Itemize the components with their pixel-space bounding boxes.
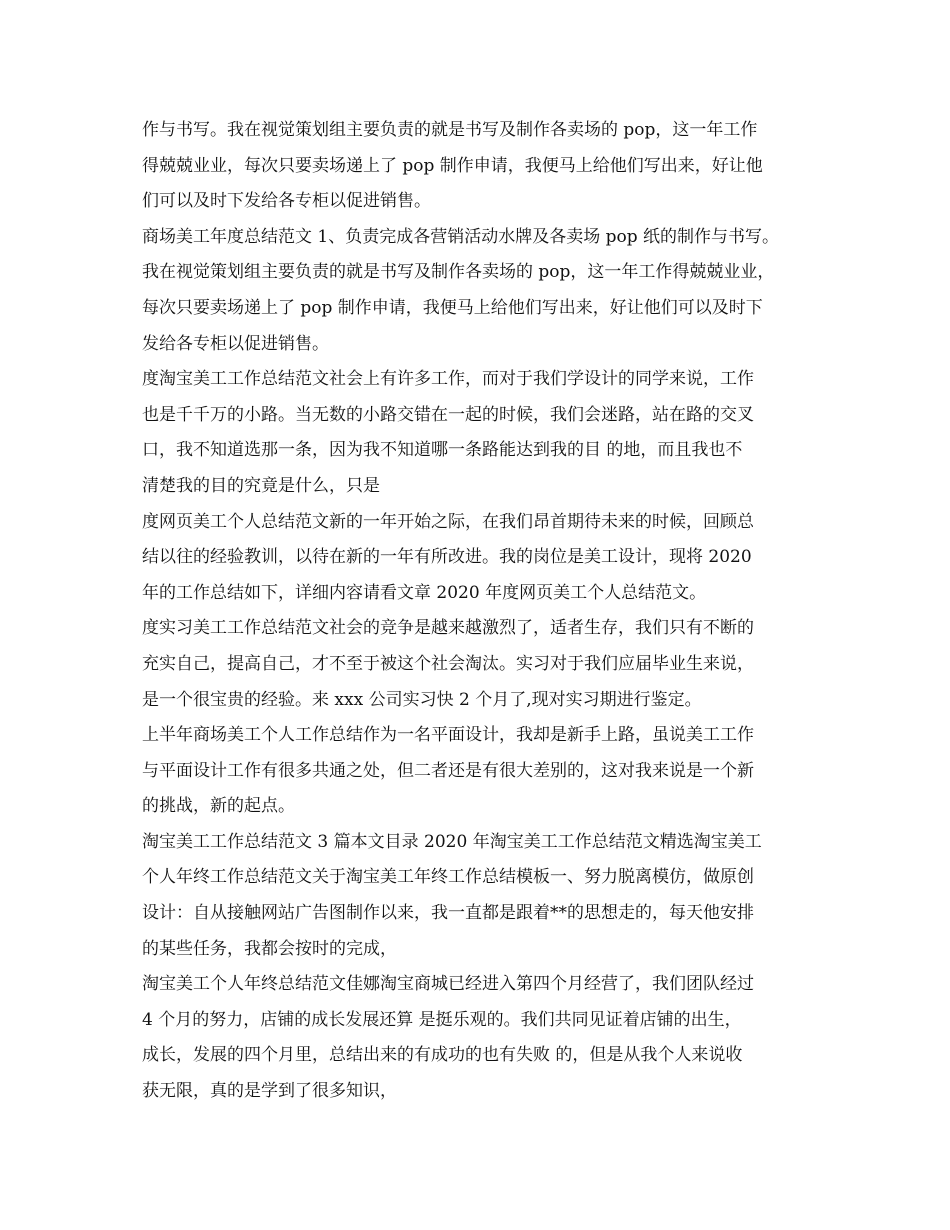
paragraph xyxy=(142,718,842,825)
text-line: 4 个月的努力，店铺的成长发展还算 是挺乐观的。我们共同见证着店铺的出生， xyxy=(142,1009,742,1030)
text-line: 们可以及时下发给各专柜以促进销售。 xyxy=(142,191,431,212)
text-line: 设计：自从接触网站广告图制作以来，我一直都是跟着**的思想走的，每天他安排 xyxy=(142,903,754,924)
paragraph xyxy=(142,967,842,1109)
text-line: 是一个很宝贵的经验。来 xxx 公司实习快 2 个月了,现对实习期进行鉴定。 xyxy=(142,689,702,710)
text-line: 年的工作总结如下，详细内容请看文章 2020 年度网页美工个人总结范文。 xyxy=(142,582,707,603)
paragraph xyxy=(142,220,842,362)
text-line: 与平面设计工作有很多共通之处，但二者还是有很大差别的，这对我来说是一个新 xyxy=(142,760,754,781)
text-line: 的挑战，新的起点。 xyxy=(142,796,295,817)
text-line: 度淘宝美工工作总结范文社会上有许多工作，而对于我们学设计的同学来说，工作 xyxy=(142,369,754,390)
text-line: 商场美工年度总结范文 1、负责完成各营销活动水牌及各卖场 pop 纸的制作与书写。 xyxy=(142,226,780,247)
text-line: 我在视觉策划组主要负责的就是书写及制作各卖场的 pop，这一年工作得兢兢业业， xyxy=(142,262,775,283)
text-line: 充实自己，提高自己，才不至于被这个社会淘汰。实习对于我们应届毕业生来说， xyxy=(142,653,754,674)
text-line: 也是千千万的小路。当无数的小路交错在一起的时候，我们会迷路，站在路的交叉 xyxy=(142,404,754,425)
text-line: 的某些任务，我都会按时的完成， xyxy=(142,938,397,959)
text-line: 成长，发展的四个月里，总结出来的有成功的也有失败 的，但是从我个人来说收 xyxy=(142,1045,743,1066)
text-line: 淘宝美工工作总结范文 3 篇本文目录 2020 年淘宝美工工作总结范文精选淘宝美工 xyxy=(142,831,762,852)
text-line: 淘宝美工个人年终总结范文佳娜淘宝商城已经进入第四个月经营了，我们团队经过 xyxy=(142,974,754,995)
text-line: 口，我不知道选那一条，因为我不知道哪一条路能达到我的目 的地，而且我也不 xyxy=(142,440,743,461)
text-line: 清楚我的目的究竟是什么，只是 xyxy=(142,475,380,496)
paragraph xyxy=(142,611,842,718)
text-line: 个人年终工作总结范文关于淘宝美工年终工作总结模板一、努力脱离模仿，做原创 xyxy=(142,867,754,888)
paragraph xyxy=(142,113,842,220)
text-line: 上半年商场美工个人工作总结作为一名平面设计，我却是新手上路，虽说美工工作 xyxy=(142,725,754,746)
paragraph xyxy=(142,362,842,504)
text-line: 作与书写。我在视觉策划组主要负责的就是书写及制作各卖场的 pop，这一年工作 xyxy=(142,120,758,140)
text-line: 度实习美工工作总结范文社会的竞争是越来越激烈了，适者生存，我们只有不断的 xyxy=(142,618,754,639)
text-line: 获无限，真的是学到了很多知识， xyxy=(142,1081,397,1102)
text-line: 每次只要卖场递上了 pop 制作申请，我便马上给他们写出来，好让他们可以及时下 xyxy=(142,297,763,318)
text-line: 结以往的经验教训，以待在新的一年有所改进。我的岗位是美工设计，现将 2020 xyxy=(142,547,752,568)
text-line: 度网页美工个人总结范文新的一年开始之际，在我们昂首期待未来的时候，回顾总 xyxy=(142,511,754,532)
paragraph xyxy=(142,505,842,612)
document-body xyxy=(142,113,842,1110)
paragraph xyxy=(142,825,842,967)
text-line: 得兢兢业业，每次只要卖场递上了 pop 制作申请，我便马上给他们写出来，好让他 xyxy=(142,155,763,176)
text-line: 发给各专柜以促进销售。 xyxy=(142,333,329,354)
